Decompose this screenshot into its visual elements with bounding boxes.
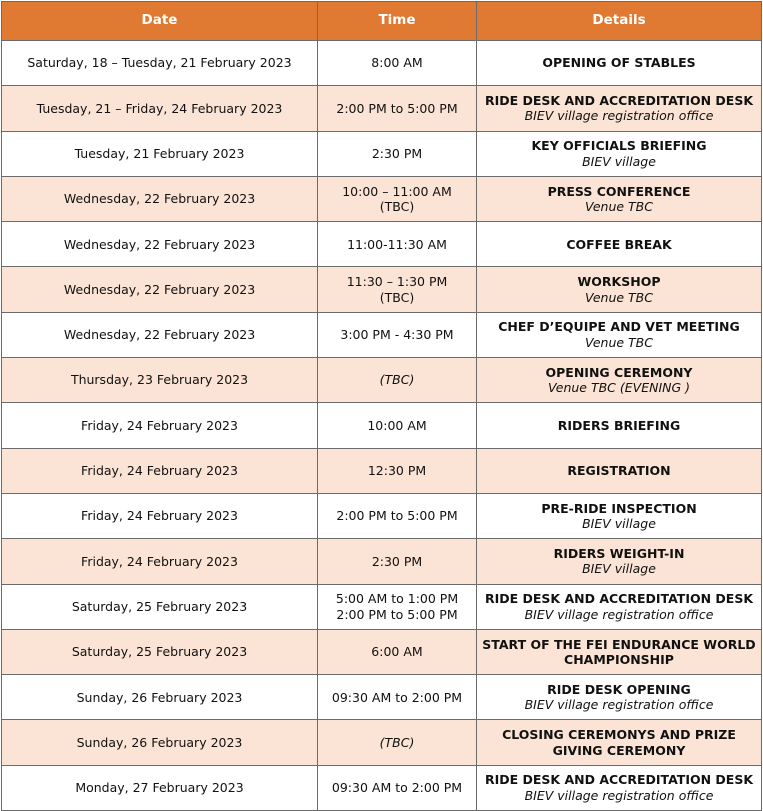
date-cell: Wednesday, 22 February 2023 <box>2 222 318 267</box>
event-title: CHEF D’EQUIPE AND VET MEETING <box>498 319 740 335</box>
time-text: 3:00 PM - 4:30 PM <box>340 327 454 343</box>
details-cell <box>477 267 762 312</box>
event-title: RIDE DESK AND ACCREDITATION DESK <box>484 772 754 788</box>
time-text: (TBC) <box>379 372 415 388</box>
time-cell <box>318 539 477 584</box>
date-cell: Sunday, 26 February 2023 <box>2 720 318 765</box>
event-location: BIEV village <box>582 153 656 169</box>
time-cell <box>318 720 477 765</box>
time-text: 6:00 AM <box>371 644 423 660</box>
header-details: Details <box>477 2 762 41</box>
table-row <box>2 131 762 176</box>
time-cell <box>318 41 477 86</box>
details-cell <box>477 176 762 221</box>
date-cell: Friday, 24 February 2023 <box>2 539 318 584</box>
date-cell: Sunday, 26 February 2023 <box>2 675 318 720</box>
table-row <box>2 312 762 357</box>
event-title: REGISTRATION <box>567 463 671 479</box>
event-location: Venue TBC <box>585 199 653 215</box>
header-row <box>2 2 762 41</box>
details-cell <box>477 584 762 629</box>
table-row <box>2 493 762 538</box>
date-cell: Friday, 24 February 2023 <box>2 448 318 493</box>
details-cell <box>477 358 762 403</box>
table-row <box>2 720 762 765</box>
time-text: (TBC) <box>379 734 415 750</box>
time-cell <box>318 86 477 131</box>
details-cell <box>477 675 762 720</box>
time-cell <box>318 131 477 176</box>
time-cell <box>318 267 477 312</box>
event-title: OPENING CEREMONY <box>545 364 693 380</box>
details-cell <box>477 222 762 267</box>
time-text: 5:00 AM to 1:00 PM <box>335 591 459 607</box>
event-location: Venue TBC <box>585 289 653 305</box>
time-cell <box>318 584 477 629</box>
time-cell <box>318 358 477 403</box>
event-title: RIDERS BRIEFING <box>557 417 681 433</box>
time-cell <box>318 675 477 720</box>
time-text: 2:00 PM to 5:00 PM <box>336 100 458 116</box>
table-row <box>2 267 762 312</box>
table-row <box>2 584 762 629</box>
time-text: 8:00 AM <box>371 55 423 71</box>
details-cell <box>477 629 762 674</box>
header-time: Time <box>318 2 477 41</box>
date-cell: Tuesday, 21 – Friday, 24 February 2023 <box>2 86 318 131</box>
time-text: 2:00 PM to 5:00 PM <box>336 508 458 524</box>
time-text: 2:00 PM to 5:00 PM <box>336 606 458 622</box>
time-text: 09:30 AM to 2:00 PM <box>331 689 463 705</box>
details-cell <box>477 539 762 584</box>
date-cell: Tuesday, 21 February 2023 <box>2 131 318 176</box>
details-cell <box>477 720 762 765</box>
details-cell <box>477 131 762 176</box>
time-text: 11:30 – 1:30 PM <box>346 274 448 290</box>
date-cell: Saturday, 25 February 2023 <box>2 629 318 674</box>
time-text: (TBC) <box>379 199 415 215</box>
schedule-body <box>2 41 762 811</box>
event-title: WORKSHOP <box>577 274 661 290</box>
details-cell <box>477 448 762 493</box>
time-text: 12:30 PM <box>367 463 427 479</box>
details-cell <box>477 41 762 86</box>
time-cell <box>318 176 477 221</box>
table-row <box>2 539 762 584</box>
event-title: CLOSING CEREMONYS AND PRIZE GIVING CEREMONY <box>502 727 736 758</box>
time-cell <box>318 403 477 448</box>
date-cell: Wednesday, 22 February 2023 <box>2 267 318 312</box>
date-cell: Wednesday, 22 February 2023 <box>2 312 318 357</box>
time-cell <box>318 448 477 493</box>
table-row <box>2 629 762 674</box>
event-title: RIDE DESK AND ACCREDITATION DESK <box>484 92 754 108</box>
event-location: BIEV village registration office <box>524 606 714 622</box>
time-text: (TBC) <box>379 289 415 305</box>
event-title: RIDE DESK AND ACCREDITATION DESK <box>484 591 754 607</box>
time-text: 2:30 PM <box>371 553 423 569</box>
table-row <box>2 358 762 403</box>
event-location: Venue TBC <box>585 334 653 350</box>
event-location: BIEV village registration office <box>524 787 714 803</box>
table-row <box>2 176 762 221</box>
date-cell: Saturday, 18 – Tuesday, 21 February 2023 <box>2 41 318 86</box>
event-location: BIEV village <box>582 516 656 532</box>
event-title: OPENING OF STABLES <box>542 55 696 71</box>
details-cell <box>477 765 762 810</box>
event-title: KEY OFFICIALS BRIEFING <box>531 138 707 154</box>
date-cell: Friday, 24 February 2023 <box>2 403 318 448</box>
time-text: 09:30 AM to 2:00 PM <box>331 780 463 796</box>
event-location: BIEV village registration office <box>524 697 714 713</box>
date-cell: Monday, 27 February 2023 <box>2 765 318 810</box>
details-cell <box>477 493 762 538</box>
time-cell <box>318 222 477 267</box>
details-cell <box>477 86 762 131</box>
table-row <box>2 222 762 267</box>
date-cell: Friday, 24 February 2023 <box>2 493 318 538</box>
date-cell: Saturday, 25 February 2023 <box>2 584 318 629</box>
event-title: PRESS CONFERENCE <box>547 183 691 199</box>
time-text: 10:00 AM <box>367 417 427 433</box>
details-cell <box>477 312 762 357</box>
table-row <box>2 41 762 86</box>
time-text: 10:00 – 11:00 AM <box>342 183 452 199</box>
event-title: RIDERS WEIGHT-IN <box>553 545 685 561</box>
time-cell <box>318 629 477 674</box>
event-title: PRE-RIDE INSPECTION <box>541 500 697 516</box>
time-cell <box>318 493 477 538</box>
table-row <box>2 448 762 493</box>
time-text: 11:00-11:30 AM <box>347 236 447 252</box>
event-location: Venue TBC (EVENING ) <box>547 380 691 396</box>
table-row <box>2 403 762 448</box>
table-row <box>2 765 762 810</box>
header-date: Date <box>2 2 318 41</box>
event-title: RIDE DESK OPENING <box>547 681 691 697</box>
date-cell: Thursday, 23 February 2023 <box>2 358 318 403</box>
event-location: BIEV village registration office <box>524 108 714 124</box>
time-cell <box>318 765 477 810</box>
event-location: BIEV village <box>582 561 656 577</box>
details-cell <box>477 403 762 448</box>
date-cell: Wednesday, 22 February 2023 <box>2 176 318 221</box>
time-text: 2:30 PM <box>371 145 423 161</box>
table-row <box>2 675 762 720</box>
time-cell <box>318 312 477 357</box>
schedule-table <box>1 1 762 811</box>
table-row <box>2 86 762 131</box>
event-title: START OF THE FEI ENDURANCE WORLD CHAMPIONSHIP <box>482 636 756 667</box>
event-title: COFFEE BREAK <box>566 236 672 252</box>
